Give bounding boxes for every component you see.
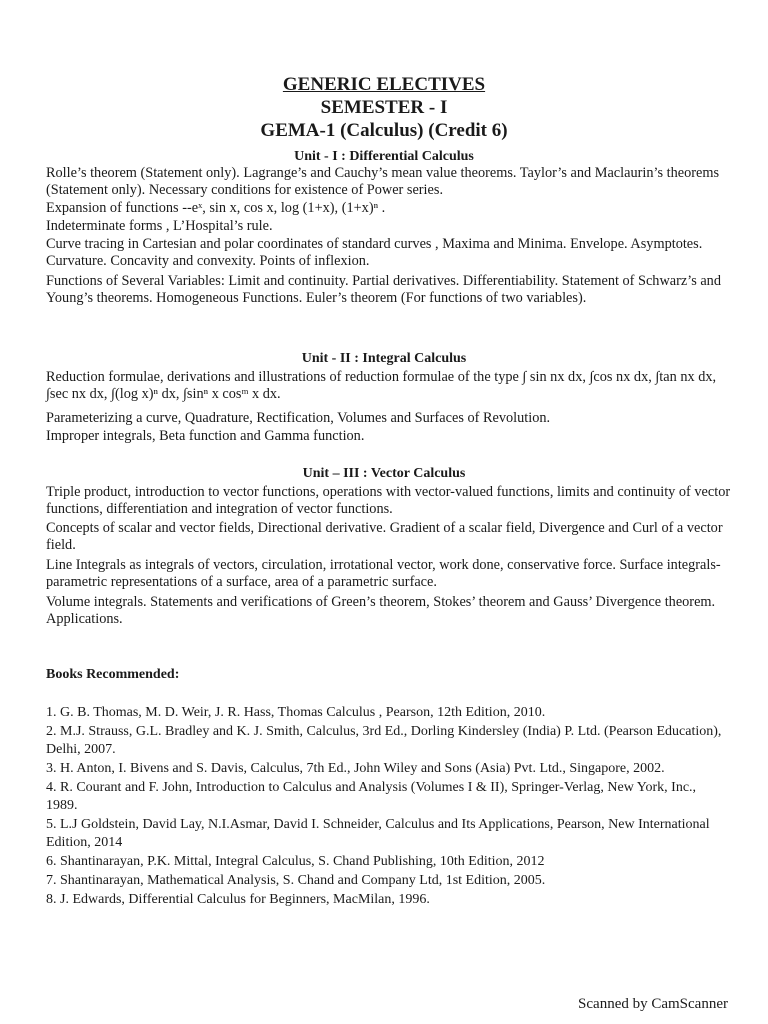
unit-3-title: Unit – III : Vector Calculus: [302, 466, 466, 481]
semester-heading: SEMESTER - I: [320, 97, 448, 118]
scanner-watermark: Scanned by CamScanner: [578, 996, 728, 1012]
books-recommended-title: Books Recommended:: [46, 667, 180, 682]
unit-3-para-2: Concepts of scalar and vector fields, Directional derivative. Gradient of a scalar field, Divergence and Curl of a vector field.: [46, 520, 723, 554]
course-heading: GEMA-1 (Calculus) (Credit 6): [260, 120, 508, 141]
list-item: 8. J. Edwards, Differential Calculus for Beginners, MacMilan, 1996.: [46, 892, 430, 907]
books-list: [46, 704, 726, 910]
unit-1-para-4: Curve tracing in Cartesian and polar coordinates of standard curves , Maxima and Minima. Envelope. Asymptotes. Curvature. Concavity and convexity. Points of inflexion.: [46, 236, 703, 270]
list-item: 1. G. B. Thomas, M. D. Weir, J. R. Hass, Thomas Calculus , Pearson, 12th Edition, 2010.: [46, 705, 546, 720]
list-item: 3. H. Anton, I. Bivens and S. Davis, Calculus, 7th Ed., John Wiley and Sons (Asia) Pvt. Ltd., Singapore, 2002.: [46, 761, 665, 776]
unit-3-para-3: Line Integrals as integrals of vectors, circulation, irrotational vector, work done, conservative force. Surface integrals-parametric representations of a surface, area of a parametric surface.: [46, 557, 721, 591]
page-title: GENERIC ELECTIVES: [282, 74, 486, 95]
unit-1-para-1: Rolle’s theorem (Statement only). Lagrange’s and Cauchy’s mean value theorems. Taylor’s and Maclaurin’s theorems (Statement only). Necessary conditions for existence of Power series.: [46, 165, 720, 199]
unit-1-para-5: Functions of Several Variables: Limit and continuity. Partial derivatives. Differentiability. Statement of Schwarz’s and Young’s theorems. Homogeneous Functions. Euler’s theorem (For functions of two variables).: [46, 273, 721, 307]
unit-2-para-2: Parameterizing a curve, Quadrature, Rectification, Volumes and Surfaces of Revolution.: [46, 410, 551, 426]
unit-3-para-1: Triple product, introduction to vector functions, operations with vector-valued functions, limits and continuity of vector functions, differentiation and integration of vector functions.: [46, 484, 731, 518]
unit-1-para-3: Indeterminate forms , L’Hospital’s rule.: [46, 218, 273, 234]
unit-2-title: Unit - II : Integral Calculus: [301, 351, 467, 366]
list-item: 7. Shantinarayan, Mathematical Analysis, S. Chand and Company Ltd, 1st Edition, 2005.: [46, 873, 546, 888]
unit-2-para-3: Improper integrals, Beta function and Gamma function.: [46, 428, 365, 444]
unit-1-title: Unit - I : Differential Calculus: [294, 149, 474, 164]
list-item: 5. L.J Goldstein, David Lay, N.I.Asmar, David I. Schneider, Calculus and Its Applications, Pearson, New International Edition, 2014: [46, 817, 710, 850]
list-item: 4. R. Courant and F. John, Introduction to Calculus and Analysis (Volumes I & II), Springer-Verlag, New York, Inc., 1989.: [46, 780, 697, 813]
unit-2-para-1: Reduction formulae, derivations and illustrations of reduction formulae of the type ∫ sin nx dx, ∫cos nx dx, ∫tan nx dx, ∫sec nx dx, ∫(log x)ⁿ dx, ∫sinⁿ x cosᵐ x dx.: [46, 369, 717, 403]
unit-3-para-4: Volume integrals. Statements and verifications of Green’s theorem, Stokes’ theorem and Gauss’ Divergence theorem. Applications.: [46, 594, 716, 628]
unit-1-para-2: Expansion of functions --eˣ, sin x, cos x, log (1+x), (1+x)ⁿ .: [46, 200, 386, 216]
list-item: 2. M.J. Strauss, G.L. Bradley and K. J. Smith, Calculus, 3rd Ed., Dorling Kindersley (India) P. Ltd. (Pearson Education), Delhi, 2007.: [46, 724, 722, 757]
list-item: 6. Shantinarayan, P.K. Mittal, Integral Calculus, S. Chand Publishing, 10th Edition, 2012: [46, 854, 545, 869]
